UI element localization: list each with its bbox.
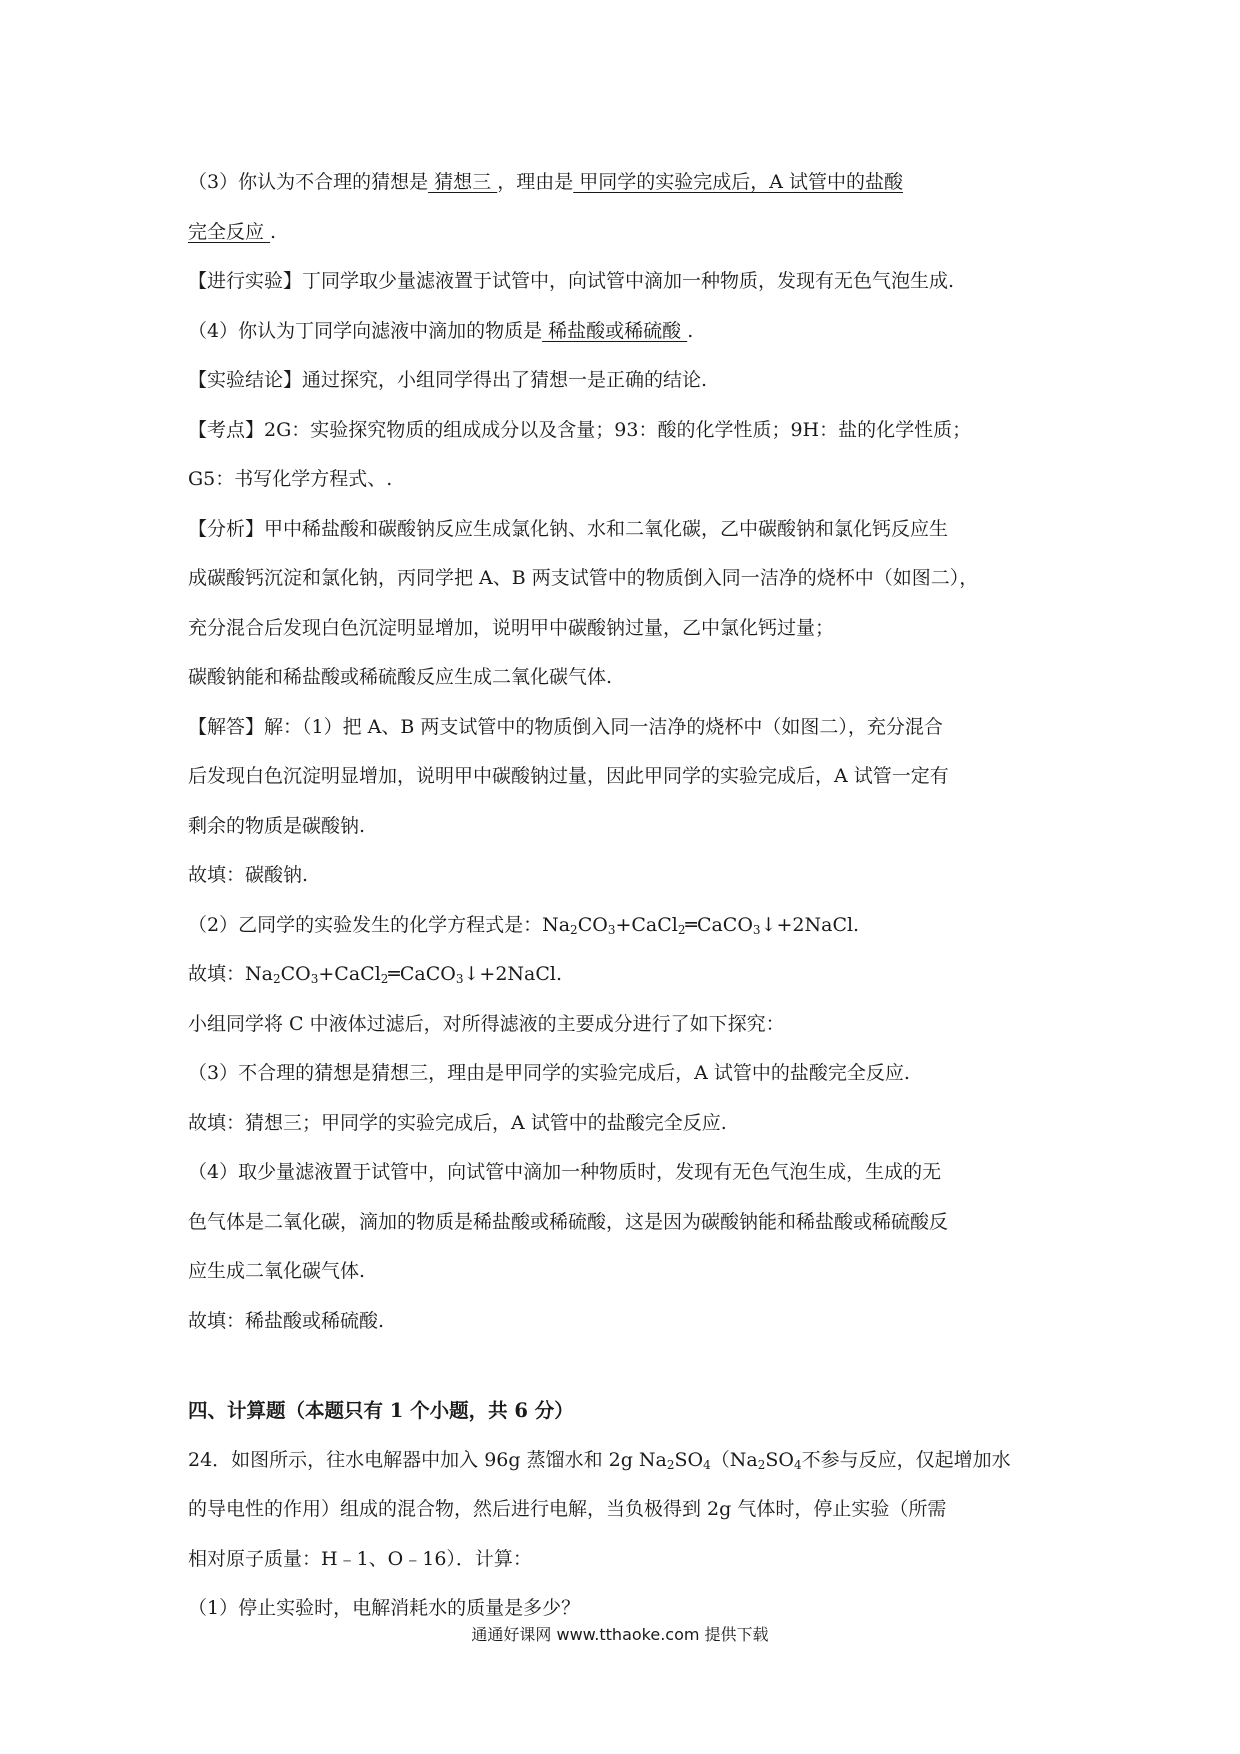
q24-line-2: 的导电性的作用）组成的混合物，然后进行电解，当负极得到 2g 气体时，停止实验（所需 <box>188 1498 947 1520</box>
q3-prompt-mid: ，理由是 <box>497 171 574 193</box>
q3-answer-blank-1: 猜想三 <box>428 171 498 193</box>
group-line: 小组同学将 C 中液体过滤后，对所得滤液的主要成分进行了如下探究： <box>188 1012 785 1035</box>
q4-prompt-line <box>188 307 1058 357</box>
experiment-line: 【进行实验】丁同学取少量滤液置于试管中，向试管中滴加一种物质，发现有无色气泡生成. <box>188 270 955 292</box>
q24-line-3: 相对原子质量：H﹣1、O﹣16）．计算： <box>188 1547 532 1570</box>
fill-line-2 <box>188 950 1058 1000</box>
q4-answer-blank: 稀盐酸或稀硫酸 <box>542 319 688 342</box>
answer-4-line-1: （4）取少量滤液置于试管中，向试管中滴加一种物质时，发现有无色气泡生成，生成的无 <box>188 1161 942 1183</box>
fenxi-line-1: 【分析】甲中稀盐酸和碳酸钠反应生成氯化钠、水和二氧化碳，乙中碳酸钠和氯化钙反应生 <box>188 517 949 540</box>
fill-line-4: 故填：稀盐酸或稀硫酸. <box>188 1309 385 1332</box>
q3-prompt-line <box>188 158 1058 208</box>
conclusion-line: 【实验结论】通过探究，小组同学得出了猜想一是正确的结论. <box>188 369 708 391</box>
section-spacer <box>188 1346 1058 1386</box>
jieda-line-3: 剩余的物质是碳酸钠. <box>188 814 366 837</box>
fenxi-line-4: 碳酸钠能和稀盐酸或稀硫酸反应生成二氧化碳气体. <box>188 666 613 688</box>
section-title: 四、计算题（本题只有 1 个小题，共 6 分） <box>188 1399 574 1422</box>
q4-prompt-text: （4）你认为丁同学向滤液中滴加的物质是 <box>188 319 543 342</box>
chemical-equation-repeat: $Na_2CO_3+CaCl_2═CaCO_3↓+2NaCl$. <box>245 963 563 986</box>
jieda-line-1: 【解答】解：（1）把 A、B 两支试管中的物质倒入同一洁净的烧杯中（如图二），充分混合 <box>188 715 943 738</box>
answer-4-line-2: 色气体是二氧化碳，滴加的物质是稀盐酸或稀硫酸，这是因为碳酸钠能和稀盐酸或稀硫酸反 <box>188 1210 949 1233</box>
q3-answer-blank-2b: 完全反应 <box>188 220 271 243</box>
q3-answer-blank-2a: 甲同学的实验完成后，A 试管中的盐酸 <box>573 171 904 193</box>
q3-prompt-line-2 <box>188 208 1058 258</box>
fill-line-1: 故填：碳酸钠. <box>188 864 309 886</box>
equation-line <box>188 901 1058 951</box>
document-body <box>188 158 1058 1634</box>
answer-4-line-3: 应生成二氧化碳气体. <box>188 1260 366 1282</box>
kaodian-line-2: G5：书写化学方程式、. <box>188 468 393 490</box>
fenxi-line-3: 充分混合后发现白色沉淀明显增加，说明甲中碳酸钠过量，乙中氯化钙过量； <box>188 616 835 639</box>
page-footer: 通通好课网 www.tthaoke.com 提供下载 <box>471 1625 769 1644</box>
fill-2-prefix: 故填： <box>188 963 246 985</box>
q4-prompt-end: . <box>687 319 694 342</box>
q24-line-1: 24．如图所示，往水电解器中加入 96g 蒸馏水和 2g $Na_2SO_4(Na_2SO_4$不参与反应，仅起增加水 <box>188 1448 1011 1472</box>
equation-prefix: （2）乙同学的实验发生的化学方程式是： <box>188 913 543 936</box>
fill-line-3: 故填：猜想三；甲同学的实验完成后，A 试管中的盐酸完全反应. <box>188 1111 727 1134</box>
kaodian-line-1: 【考点】2G：实验探究物质的组成成分以及含量；93：酸的化学性质；9H：盐的化学性质； <box>188 418 972 441</box>
fenxi-line-2: 成碳酸钙沉淀和氯化钠，丙同学把 A、B 两支试管中的物质倒入同一洁净的烧杯中（如图二）， <box>188 567 979 589</box>
chemical-equation: $Na_2CO_3+CaCl_2═CaCO_3↓+2NaCl$. <box>542 913 860 937</box>
answer-3-line: （3）不合理的猜想是猜想三，理由是甲同学的实验完成后，A 试管中的盐酸完全反应. <box>188 1062 910 1084</box>
q3-prompt-end: . <box>270 220 277 243</box>
jieda-line-2: 后发现白色沉淀明显增加，说明甲中碳酸钠过量，因此甲同学的实验完成后，A 试管一定有 <box>188 765 949 787</box>
q3-prompt-text: （3）你认为不合理的猜想是 <box>188 171 429 193</box>
q24-line-4: （1）停止实验时，电解消耗水的质量是多少？ <box>188 1597 581 1619</box>
